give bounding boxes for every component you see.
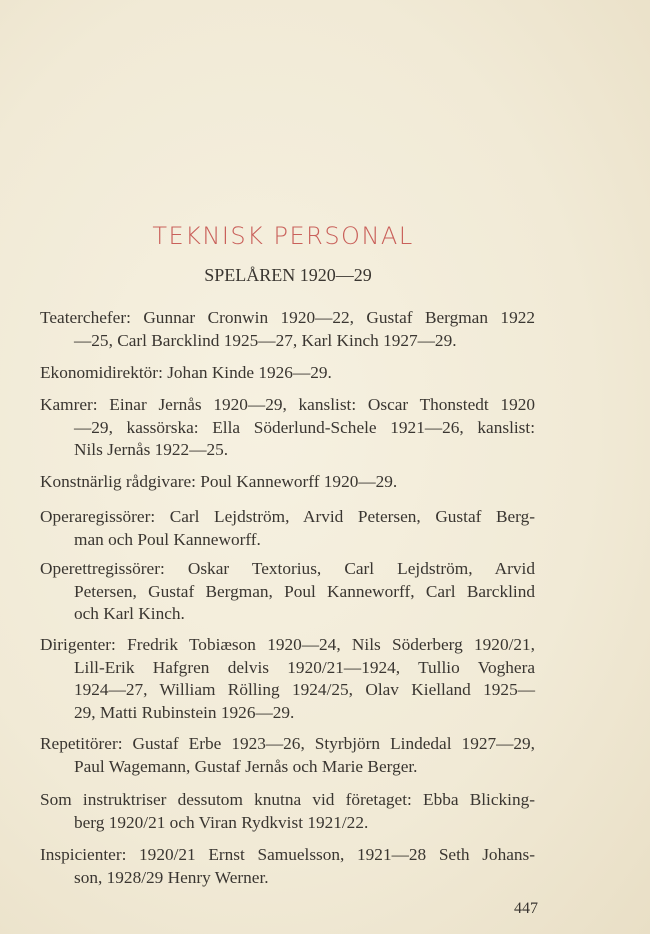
text-line: och Karl Kinch. (74, 604, 185, 623)
text-line: —29, kassörska: Ella Söderlund-Schele 1921—26, kanslist: (74, 417, 535, 437)
paragraph (40, 844, 535, 889)
paragraph (40, 394, 535, 462)
text-line: Ekonomidirektör: Johan Kinde 1926—29. (40, 363, 332, 382)
text-line: Lill-Erik Hafgren delvis 1920/21—1924, Tullio Voghera (74, 657, 535, 677)
text-line: Operaregissörer: Carl Lejdström, Arvid Petersen, Gustaf Berg- (40, 507, 535, 526)
text-line: Paul Wagemann, Gustaf Jernås och Marie Berger. (74, 756, 418, 776)
section-title: TEKNISK PERSONAL (152, 222, 414, 250)
paragraph (40, 506, 535, 551)
text-line: berg 1920/21 och Viran Rydkvist 1921/22. (74, 812, 369, 832)
text-line: Teaterchefer: Gunnar Cronwin 1920—22, Gustaf Bergman 1922 (40, 308, 535, 327)
text-line: Som instruktriser dessutom knutna vid företaget: Ebba Blicking- (40, 790, 535, 809)
text-line: 1924—27, William Rölling 1924/25, Olav Kielland 1925— (74, 680, 535, 699)
section-subtitle: SPELÅREN 1920—29 (204, 265, 372, 285)
text-line: —25, Carl Barcklind 1925—27, Karl Kinch 1927—29. (74, 330, 457, 350)
paragraph (40, 558, 535, 626)
text-line: son, 1928/29 Henry Werner. (74, 867, 269, 887)
page-number: 447 (514, 900, 538, 917)
text-line: Repetitörer: Gustaf Erbe 1923—26, Styrbjörn Lindedal 1927—29, (40, 734, 535, 753)
paragraph (40, 634, 535, 724)
paragraph (40, 471, 535, 494)
paragraph (40, 733, 535, 778)
text-line: 29, Matti Rubinstein 1926—29. (74, 702, 295, 722)
paragraph (40, 362, 535, 385)
text-line: Nils Jernås 1922—25. (74, 440, 229, 459)
text-line: Operettregissörer: Oskar Textorius, Carl Lejdström, Arvid (40, 559, 535, 578)
text-line: Petersen, Gustaf Bergman, Poul Kanneworff, Carl Barcklind (74, 581, 535, 601)
text-line: Dirigenter: Fredrik Tobiæson 1920—24, Nils Söderberg 1920/21, (40, 635, 535, 654)
text-line: Konstnärlig rådgivare: Poul Kanneworff 1920—29. (40, 472, 398, 491)
paragraph (40, 789, 535, 834)
text-line: Kamrer: Einar Jernås 1920—29, kanslist: Oscar Thonstedt 1920 (40, 395, 535, 414)
text-line: man och Poul Kanneworff. (74, 529, 261, 549)
paragraph (40, 307, 535, 352)
text-line: Inspicienter: 1920/21 Ernst Samuelsson, 1921—28 Seth Johans- (40, 845, 535, 864)
